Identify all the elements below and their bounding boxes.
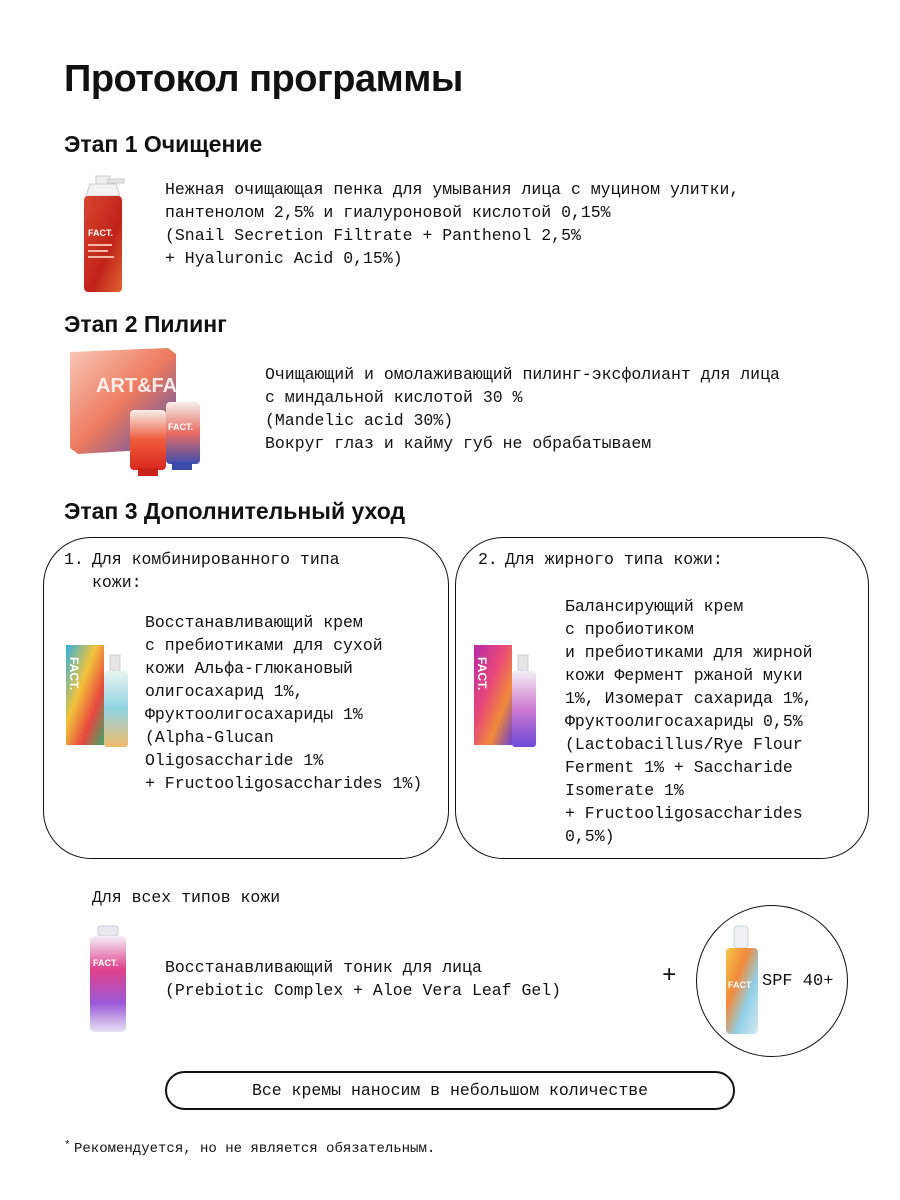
stage2-line: Вокруг глаз и кайму губ не обрабатываем	[265, 434, 652, 453]
footnote-text: Рекомендуется, но не является обязательным.	[74, 1141, 436, 1157]
card2-line: Балансирующий крем	[565, 597, 744, 616]
stage2-line: с миндальной кислотой 30 %	[265, 388, 523, 407]
card1-line: Фруктоолигосахариды 1%	[145, 705, 363, 724]
card1-title-line: кожи:	[92, 573, 142, 592]
stage1-line: пантенолом 2,5% и гиалуроновой кислотой 0,15%	[165, 203, 611, 222]
card2-line: (Lactobacillus/Rye Flour	[565, 735, 803, 754]
tonic-brand-text: FACT.	[93, 958, 119, 968]
stage1-line: + Hyaluronic Acid 0,15%)	[165, 249, 403, 268]
stage2-description	[265, 363, 780, 455]
tonic-bottle-image	[84, 924, 134, 1034]
card1-line: (Alpha-Glucan	[145, 728, 274, 747]
card2-title: Для жирного типа кожи:	[505, 550, 723, 569]
card2-description	[565, 595, 813, 848]
stage1-description	[165, 178, 739, 270]
card1-line: с пребиотиками для сухой	[145, 636, 383, 655]
card1-description	[145, 611, 422, 795]
footnote-mark: *	[64, 1140, 71, 1152]
card2-line: + Fructooligosaccharides	[565, 804, 803, 823]
card2-line: кожи Фермент ржаной муки	[565, 666, 803, 685]
plus-sign: +	[662, 963, 677, 990]
card2-line: и пребиотиками для жирной	[565, 643, 813, 662]
card2-line: Ferment 1% + Saccharide	[565, 758, 793, 777]
card1-brand-text: FACT.	[67, 657, 81, 691]
card1-line: кожи Альфа-глюкановый	[145, 659, 353, 678]
oily-skin-cream-image	[472, 641, 542, 751]
spf-bottle-image	[722, 924, 766, 1040]
foam-brand-text: FACT.	[88, 228, 114, 238]
stage1-line: (Snail Secretion Filtrate + Panthenol 2,5%	[165, 226, 581, 245]
card1-title	[92, 548, 340, 594]
all-skin-heading: Для всех типов кожи	[92, 888, 281, 907]
peeling-kit-image	[68, 348, 218, 478]
combination-cream-image	[64, 641, 134, 751]
spf-label: SPF 40+	[762, 972, 834, 991]
card1-line: олигосахарид 1%,	[145, 682, 304, 701]
card2-brand-text: FACT.	[475, 657, 489, 691]
tonic-line: (Prebiotic Complex + Aloe Vera Leaf Gel)	[165, 981, 562, 1000]
card2-line: с пробиотиком	[565, 620, 694, 639]
card1-line: + Fructooligosaccharides 1%)	[145, 774, 423, 793]
card1-title-line: Для комбинированного типа	[92, 550, 340, 569]
card2-line: Фруктоолигосахариды 0,5%	[565, 712, 803, 731]
stage3-heading: Этап 3 Дополнительный уход	[64, 498, 406, 524]
card1-line: Восстанавливающий крем	[145, 613, 363, 632]
page-title: Протокол программы	[64, 58, 463, 100]
stage2-heading: Этап 2 Пилинг	[64, 311, 227, 337]
card1-line: Oligosaccharide 1%	[145, 751, 324, 770]
card2-line: Isomerate 1%	[565, 781, 684, 800]
card2-line: 0,5%)	[565, 827, 615, 846]
card2-line: 1%, Изомерат сахарида 1%,	[565, 689, 813, 708]
tube-brand-text: FACT.	[168, 422, 194, 432]
stage2-line: (Mandelic acid 30%)	[265, 411, 454, 430]
foam-cleanser-bottle-image	[80, 174, 136, 294]
kit-brand-text: ART&FACT.	[96, 375, 208, 397]
tonic-line: Восстанавливающий тоник для лица	[165, 958, 482, 977]
note-text: Все кремы наносим в небольшом количестве	[251, 1081, 649, 1100]
card2-number: 2.	[478, 550, 498, 569]
spf-brand-text: FACT	[728, 980, 752, 990]
stage1-heading: Этап 1 Очищение	[64, 131, 263, 157]
card1-number: 1.	[64, 550, 84, 569]
tonic-description	[165, 956, 561, 1002]
stage1-line: Нежная очищающая пенка для умывания лица с муцином улитки,	[165, 180, 740, 199]
stage2-line: Очищающий и омолаживающий пилинг-эксфолиант для лица	[265, 365, 780, 384]
